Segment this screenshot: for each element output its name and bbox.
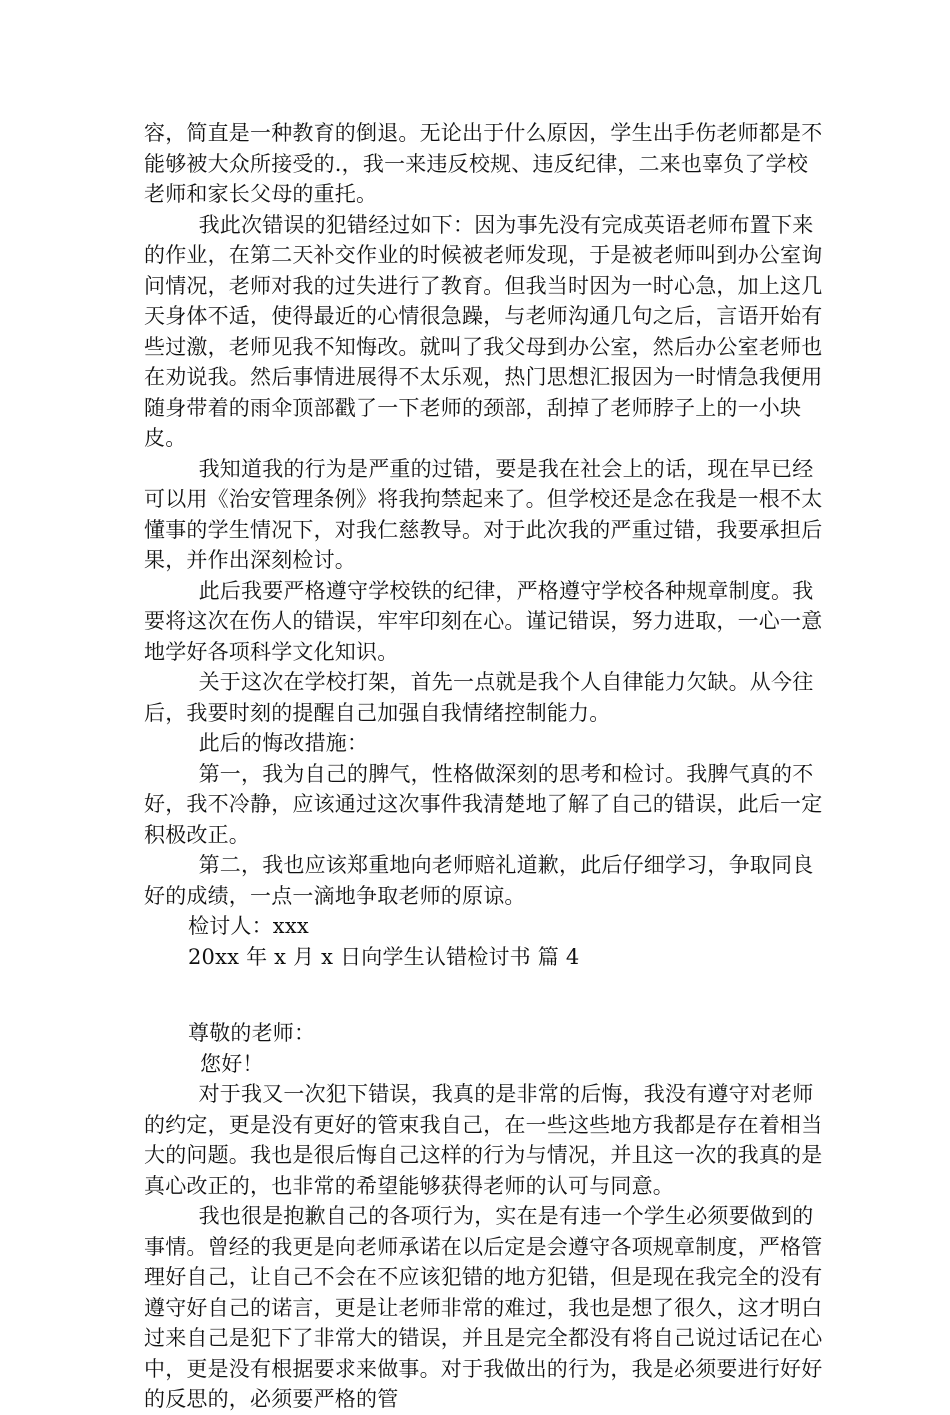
greeting: 您好！ bbox=[200, 1051, 264, 1076]
signature-line: 检讨人：xxx bbox=[188, 914, 309, 938]
paragraph-regret: 对于我又一次犯下错误，我真的是非常的后悔，我没有遵守对老师的约定，更是没有更好的管束我自己，在一些这些地方我都是存在着相当大的问题。我也是很后悔自己这样的行为与情况，并且这一次的我真的是真心改正的，也非常的希望能够获得老师的认可与同意。 bbox=[144, 1082, 823, 1198]
paragraph-apology: 我也很是抱歉自己的各项行为，实在是有违一个学生必须要做到的事情。曾经的我更是向老师承诺在以后定是会遵守各项规章制度，严格管理好自己，让自己不会在不应该犯错的地方犯错，但是现在我完全的没有遵守好自己的诺言，更是让老师非常的难过，我也是想了很久，这才明白过来自己是犯下了非常大的错误，并且是完全都没有将自己说过话记在心中，更是没有根据要求来做事。对于我做出的行为，我是必须要进行好好的反思的，必须要严格的管 bbox=[144, 1204, 823, 1411]
paragraph-serious-mistake: 我知道我的行为是严重的过错，要是我在社会上的话，现在早已经可以用《治安管理条例》将我拘禁起来了。但学校还是念在我是一根不太懂事的学生情况下，对我仁慈教导。对于此次我的严重过错，我要承担后果，并作出深刻检讨。 bbox=[144, 456, 823, 572]
paragraph-remedy-second: 第二，我也应该郑重地向老师赔礼道歉，此后仔细学习，争取同良好的成绩，一点一滴地争取老师的原谅。 bbox=[144, 853, 814, 908]
paragraph-remedy-first: 第一，我为自己的脾气，性格做深刻的思考和检讨。我脾气真的不好，我不冷静，应该通过这次事件我清楚地了解了自己的错误，此后一定积极改正。 bbox=[144, 761, 823, 847]
paragraph-incident-details: 我此次错误的犯错经过如下：因为事先没有完成英语老师布置下来的作业，在第二天补交作业的时候被老师发现，于是被老师叫到办公室询问情况，老师对我的过失进行了教育。但我当时因为一时心急，加上这几天身体不适，使得最近的心情很急躁，与老师沟通几句之后，言语开始有些过激，老师见我不知悔改。就叫了我父母到办公室，然后办公室老师也在劝说我。然后事情进展得不太乐观，热门思想汇报因为一时情急我便用随身带着的雨伞顶部戳了一下老师的颈部，刮掉了老师脖子上的一小块皮。 bbox=[144, 212, 823, 450]
paragraph-remedy-heading: 此后的悔改措施： bbox=[198, 731, 369, 755]
date-title-line: 20xx 年 x 月 x 日向学生认错检讨书 篇 4 bbox=[188, 944, 580, 969]
document-body bbox=[144, 118, 828, 1415]
section-gap bbox=[144, 972, 828, 1018]
paragraph-follow-rules: 此后我要严格遵守学校铁的纪律，严格遵守学校各种规章制度。我要将这次在伤人的错误，牢牢印刻在心。谨记错误，努力进取，一心一意地学好各项科学文化知识。 bbox=[144, 578, 823, 664]
paragraph-continued: 容，简直是一种教育的倒退。无论出于什么原因，学生出手伤老师都是不能够被大众所接受的.，我一来违反校规、违反纪律，二来也辜负了学校老师和家长父母的重托。 bbox=[144, 121, 823, 206]
salutation: 尊敬的老师： bbox=[188, 1021, 316, 1045]
paragraph-self-discipline: 关于这次在学校打架，首先一点就是我个人自律能力欠缺。从今往后，我要时刻的提醒自己加强自我情绪控制能力。 bbox=[144, 670, 814, 725]
